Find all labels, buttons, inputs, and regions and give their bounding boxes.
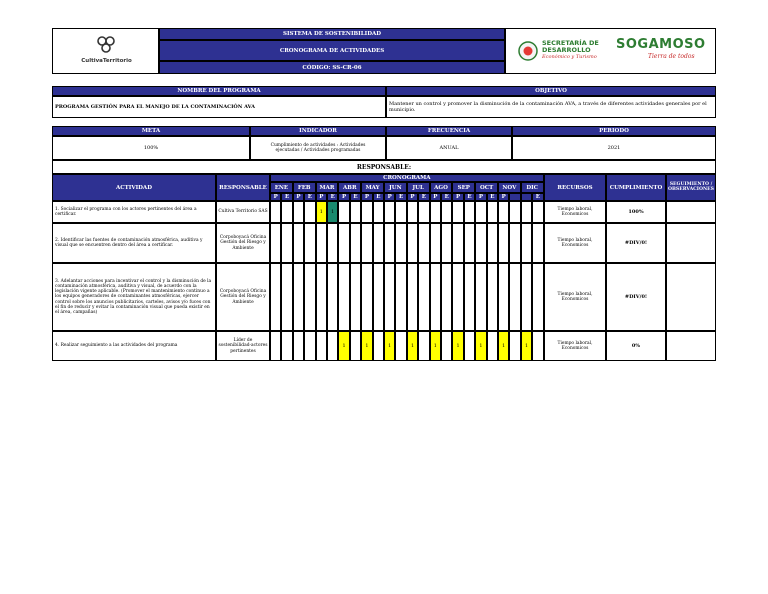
month-header: MAY [361,182,384,193]
schedule-cell [487,223,498,263]
schedule-cell [384,263,395,331]
subcol-header: E [350,193,361,201]
sogamoso-logo [616,37,706,67]
schedule-cell [304,263,315,331]
subcol-header: P [338,193,349,201]
subcol-header: E [441,193,452,201]
meta-header: META [52,126,250,136]
activity-header: ACTIVIDAD [52,174,216,201]
schedule-cell [327,223,338,263]
objective-text: Mantener un control y promover la disminución de la contaminación AVA, a través de diferentes actividades generales por el municipio. [386,96,716,118]
schedule-cell [475,201,486,223]
schedule-cell [350,331,361,361]
schedule-cell [293,263,304,331]
schedule-cell [327,263,338,331]
subcol-header: P [475,193,486,201]
subcol-header: P [384,193,395,201]
schedule-cell [509,331,520,361]
schedule-cell [373,223,384,263]
schedule-cell [418,201,429,223]
month-header: MAR [316,182,339,193]
schedule-cell [361,263,372,331]
activity-cell: 2. Identificar las fuentes de contaminación atmosférica, auditiva y visual que se encuentren dentro del área a certificar. [52,223,216,263]
secretaria-logo [518,38,608,64]
schedule-cell [475,223,486,263]
sec-logo-line1: SECRETARÍA DE [542,39,599,47]
month-header: OCT [475,182,498,193]
schedule-mark: 1 [475,331,486,361]
schedule-cell [338,201,349,223]
subcol-header: P [430,193,441,201]
schedule-cell [350,223,361,263]
subcol-header: E [281,193,292,201]
resources-cell: Tiempo laboral, Economicos [544,331,606,361]
compliance-cell: 0% [606,331,666,361]
objective-header: OBJETIVO [386,86,716,96]
period-value: 2021 [512,136,716,160]
cultiva-territorio-logo [53,29,160,73]
resources-cell: Tiempo laboral, Economicos [544,201,606,223]
schedule-cell [384,223,395,263]
schedule-cell [441,263,452,331]
followup-header: SEGUIMIENTO / OBSERVACIONES [666,174,716,201]
system-title: SISTEMA DE SOSTENIBILIDAD [159,28,505,40]
compliance-header: CUMPLIMIENTO [606,174,666,201]
schedule-cell [338,263,349,331]
resources-cell: Tiempo laboral, Economicos [544,263,606,331]
schedule-cell [452,223,463,263]
schedule-cell [270,223,281,263]
schedule-cell [441,223,452,263]
schedule-cell [521,201,532,223]
month-header: ENE [270,182,293,193]
subcol-header: E [532,193,543,201]
schedule-cell [361,201,372,223]
schedule-cell [395,263,406,331]
schedule-cell [395,223,406,263]
schedule-mark: 1 [316,201,327,223]
schedule-cell [441,331,452,361]
activity-cell: 4. Realizar seguimiento a las actividades del programa [52,331,216,361]
month-header: JUL [407,182,430,193]
indicator-header: INDICADOR [250,126,386,136]
schedule-cell [498,201,509,223]
sec-logo-line3: Económico y Turismo [542,54,597,60]
schedule-cell [418,331,429,361]
subcol-header: E [327,193,338,201]
schedule-cell [452,263,463,331]
schedule-cell [464,331,475,361]
schedule-cell [407,263,418,331]
meta-value: 100% [52,136,250,160]
schedule-cell [350,263,361,331]
schedule-cell [521,223,532,263]
schedule-cell [316,263,327,331]
schedule-cell [532,263,543,331]
program-name: PROGRAMA GESTIÓN PARA EL MANEJO DE LA CONTAMINACIÓN AVA [52,96,386,118]
responsible-cell: Líder de sostenibilidad-actores pertinentes [216,331,270,361]
followup-cell [666,223,716,263]
schedule-cell [293,331,304,361]
followup-cell [666,263,716,331]
subcol-header [521,193,532,201]
schedule-cell [532,331,543,361]
schedule-mark: 1 [498,331,509,361]
subcol-header: P [270,193,281,201]
month-header: ABR [338,182,361,193]
period-header: PERIODO [512,126,716,136]
seal-icon [518,41,538,61]
responsible-header: RESPONSABLE [216,174,270,201]
subcol-header: E [487,193,498,201]
doc-title: CRONOGRAMA DE ACTIVIDADES [159,40,505,61]
doc-code: CÓDIGO: SS-CR-06 [159,61,505,74]
schedule-cell [509,201,520,223]
schedule-cell [395,201,406,223]
schedule-mark: 1 [452,331,463,361]
left-logo-box [52,28,159,74]
subcol-header: E [304,193,315,201]
indicator-value: Cumplimiento de actividades : Actividades ejecutadas / Actividades programadas [250,136,386,160]
schedule-cell [521,263,532,331]
subcol-header: P [361,193,372,201]
schedule-header: CRONOGRAMA [270,174,544,182]
schedule-cell [509,223,520,263]
month-header: FEB [293,182,316,193]
subcol-header: E [418,193,429,201]
right-logos-box [505,28,716,74]
schedule-cell [293,223,304,263]
schedule-cell [498,263,509,331]
schedule-mark: 1 [361,331,372,361]
followup-cell [666,201,716,223]
schedule-cell [487,263,498,331]
schedule-cell [281,331,292,361]
sec-logo-line2: DESARROLLO [542,46,591,54]
subcol-header: P [316,193,327,201]
program-name-header: NOMBRE DEL PROGRAMA [52,86,386,96]
subcol-header: E [395,193,406,201]
schedule-cell [293,201,304,223]
compliance-cell: 100% [606,201,666,223]
schedule-cell [418,223,429,263]
schedule-cell [384,201,395,223]
schedule-cell [532,223,543,263]
schedule-cell [464,223,475,263]
schedule-cell [373,263,384,331]
schedule-cell [532,201,543,223]
schedule-cell [373,201,384,223]
schedule-cell [395,331,406,361]
schedule-cell [270,263,281,331]
compliance-cell: #DIV/0! [606,223,666,263]
schedule-cell [304,331,315,361]
compliance-cell: #DIV/0! [606,263,666,331]
schedule-cell [487,201,498,223]
schedule-cell [430,201,441,223]
subcol-header: E [464,193,475,201]
frequency-value: ANUAL [386,136,512,160]
sogamoso-logo-text: SOGAMOSO [616,37,706,52]
subcol-header: E [373,193,384,201]
schedule-cell [316,331,327,361]
schedule-cell [327,331,338,361]
subcol-header: P [407,193,418,201]
schedule-cell [441,201,452,223]
schedule-cell [304,223,315,263]
schedule-mark: 1 [407,331,418,361]
activity-cell: 3. Adelantar acciones para incentivar el control y la disminución de la contaminación atmosférica, auditiva y visual, de acuerdo con la legislación vigente aplicable. (Promover el mantenimiento continuo a los equipos generadores de contaminantes atmosféricas, ejercer control sobre los anuncios publicitarios, carteles, avisos y/o fuces con el fin de reducir y evitar la contaminación visual que pueda existir en el área, campañas) [52,263,216,331]
subcol-header: P [498,193,509,201]
resources-header: RECURSOS [544,174,606,201]
month-header: SEP [452,182,475,193]
schedule-cell [407,223,418,263]
activity-cell: 1. Socializar el programa con los actores pertinentes del área a certificar. [52,201,216,223]
schedule-cell [487,331,498,361]
schedule-cell [464,201,475,223]
schedule-cell [281,201,292,223]
followup-cell [666,331,716,361]
schedule-cell [418,263,429,331]
schedule-cell [304,201,315,223]
schedule-cell [281,223,292,263]
responsible-label: RESPONSABLE: [52,160,716,174]
schedule-cell [361,223,372,263]
month-header: JUN [384,182,407,193]
month-header: AGO [430,182,453,193]
schedule-cell [464,263,475,331]
month-header: DIC [521,182,544,193]
schedule-cell [407,201,418,223]
schedule-mark: 1 [384,331,395,361]
responsible-cell: Cultiva Territorio SAS [216,201,270,223]
sogamoso-logo-tagline: Tierra de todos [648,53,695,60]
responsible-cell: Corpoboyacá Oficina Gestión del Riesgo y Ambiente [216,223,270,263]
schedule-cell [509,263,520,331]
schedule-cell [270,201,281,223]
schedule-cell [350,201,361,223]
schedule-cell [430,263,441,331]
schedule-cell [430,223,441,263]
subcol-header: P [452,193,463,201]
schedule-mark: 1 [327,201,338,223]
schedule-mark: 1 [430,331,441,361]
responsible-cell: Corpoboyacá Oficina Gestión del Riesgo y Ambiente [216,263,270,331]
subcol-header: P [293,193,304,201]
left-logo-text: CultivaTerritorio [81,58,132,64]
frequency-header: FRECUENCIA [386,126,512,136]
schedule-cell [498,223,509,263]
schedule-cell [316,223,327,263]
resources-cell: Tiempo laboral, Economicos [544,223,606,263]
schedule-cell [475,263,486,331]
schedule-cell [452,201,463,223]
subcol-header [509,193,520,201]
month-header: NOV [498,182,521,193]
schedule-cell [373,331,384,361]
schedule-cell [338,223,349,263]
schedule-cell [281,263,292,331]
schedule-cell [270,331,281,361]
schedule-mark: 1 [521,331,532,361]
schedule-mark: 1 [338,331,349,361]
